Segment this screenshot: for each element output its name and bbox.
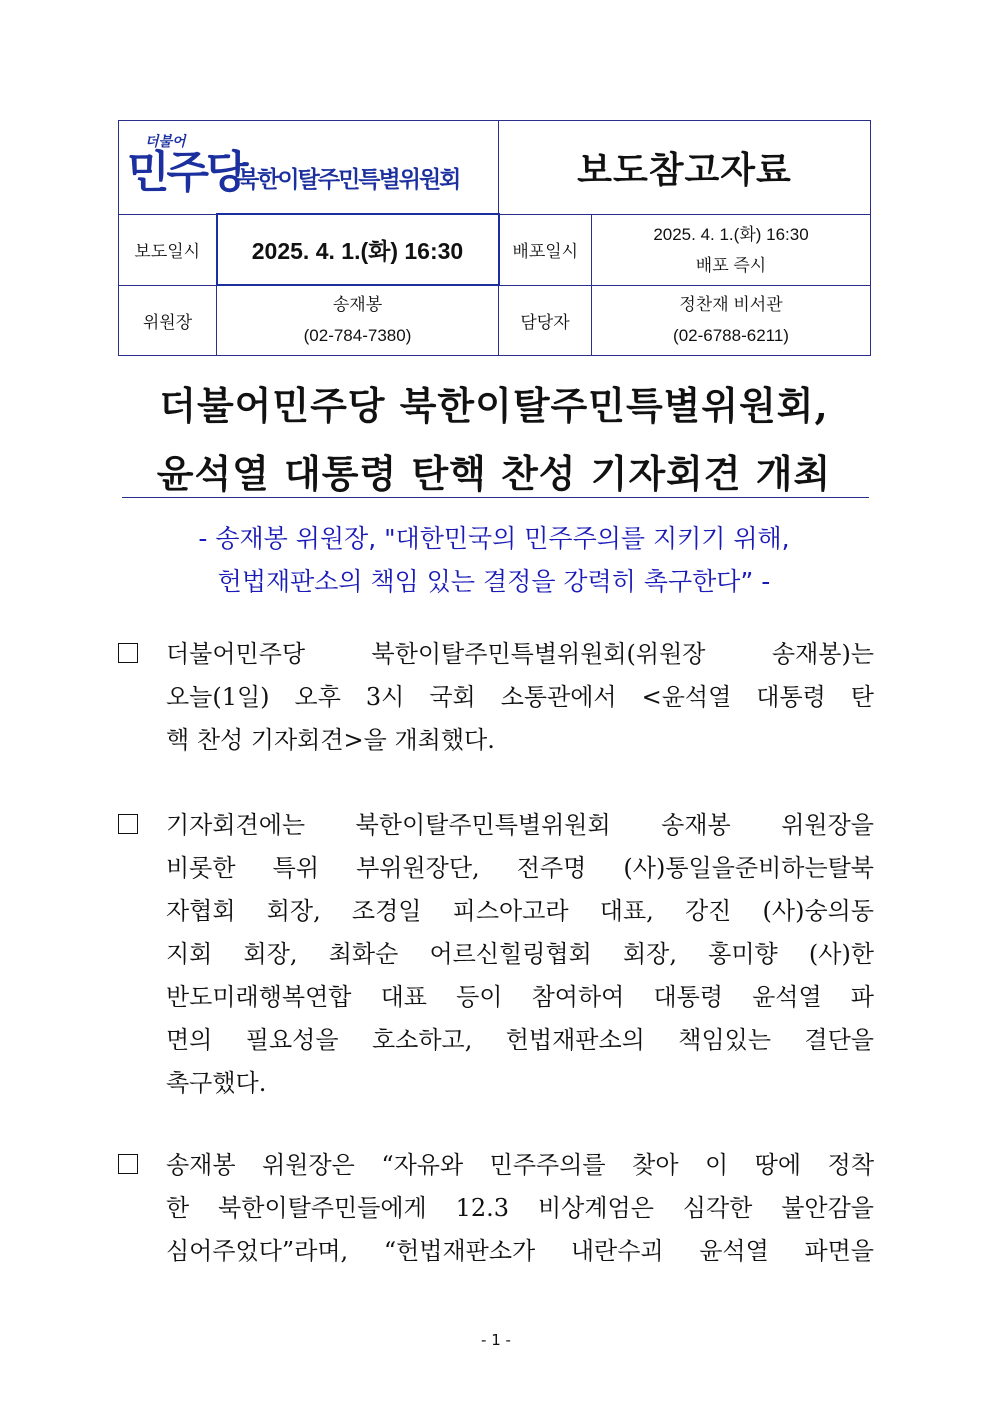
distribution-note: 배포 즉시 [695, 255, 767, 275]
page-title [118, 372, 870, 508]
square-bullet-icon [118, 814, 138, 834]
title-line-2: 윤석열 대통령 탄핵 찬성 기자회견 개최 [156, 451, 832, 496]
chair-cell [217, 285, 499, 355]
paragraph-line: 지회 회장, 최화순 어르신힐링협회 회장, 홍미향 (사)한 [166, 940, 874, 968]
distribution-datetime: 2025. 4. 1.(화) 16:30 [653, 224, 809, 244]
square-bullet-icon [118, 643, 138, 663]
paragraph-line: 더불어민주당 북한이탈주민특별위원회(위원장 송재봉)는 [166, 640, 874, 668]
header-table [118, 120, 871, 356]
chair-label: 위원장 [119, 285, 217, 355]
subtitle [118, 517, 870, 603]
contact-cell [592, 285, 871, 355]
title-divider [122, 497, 869, 498]
paragraph-line: 비롯한 특위 부위원장단, 전주명 (사)통일을준비하는탈북 [166, 854, 874, 882]
paragraph-line: 송재봉 위원장은 “자유와 민주주의를 찾아 이 땅에 정착 [166, 1151, 874, 1179]
release-datetime: 2025. 4. 1.(화) 16:30 [217, 214, 499, 285]
subtitle-line-2: 헌법재판소의 책임 있는 결정을 강력히 촉구한다” - [217, 567, 771, 596]
paragraph-1 [118, 633, 874, 762]
chair-name: 송재봉 [332, 295, 383, 315]
contact-phone: (02-6788-6211) [673, 326, 789, 345]
chair-phone: (02-784-7380) [303, 326, 412, 346]
logo-cell [119, 121, 499, 215]
subtitle-line-1: - 송재봉 위원장, "대한민국의 민주주의를 지키기 위해, [198, 524, 790, 553]
paragraph-line: 핵 찬성 기자회견>을 개최했다. [166, 726, 495, 754]
contact-label: 담당자 [499, 285, 592, 355]
paragraph-line: 한 북한이탈주민들에게 12.3 비상계엄은 심각한 불안감을 [166, 1194, 874, 1222]
paragraph-line: 자협회 회장, 조경일 피스아고라 대표, 강진 (사)숭의동 [166, 897, 874, 925]
paragraph-line: 반도미래행복연합 대표 등이 참여하여 대통령 윤석열 파 [166, 983, 874, 1011]
paragraph-line: 기자회견에는 북한이탈주민특별위원회 송재봉 위원장을 [166, 811, 874, 839]
logo-party-name: 민주당 [127, 147, 246, 198]
logo-small-text: 더불어 [145, 134, 186, 150]
title-line-1: 더불어민주당 북한이탈주민특별위원회, [159, 383, 829, 428]
paragraph-3 [118, 1144, 874, 1273]
doc-type-cell [499, 121, 871, 215]
logo-organization: 북한이탈주민특별위원회 [237, 167, 460, 193]
party-logo [125, 131, 495, 207]
paragraph-line: 심어주었다”라며, “헌법재판소가 내란수괴 윤석열 파면을 [166, 1237, 874, 1265]
paragraph-line: 오늘(1일) 오후 3시 국회 소통관에서 <윤석열 대통령 탄 [166, 683, 874, 711]
release-label: 보도일시 [119, 214, 217, 285]
paragraph-2 [118, 804, 874, 1105]
distribution-label: 배포일시 [499, 214, 592, 285]
page-number: - 1 - [481, 1331, 511, 1349]
contact-name: 정찬재 비서관 [679, 295, 783, 314]
paragraph-line: 촉구했다. [166, 1069, 267, 1097]
paragraph-line: 면의 필요성을 호소하고, 헌법재판소의 책임있는 결단을 [166, 1026, 874, 1054]
doc-type: 보도참고자료 [577, 149, 792, 191]
square-bullet-icon [118, 1154, 138, 1174]
distribution-cell [592, 214, 871, 285]
